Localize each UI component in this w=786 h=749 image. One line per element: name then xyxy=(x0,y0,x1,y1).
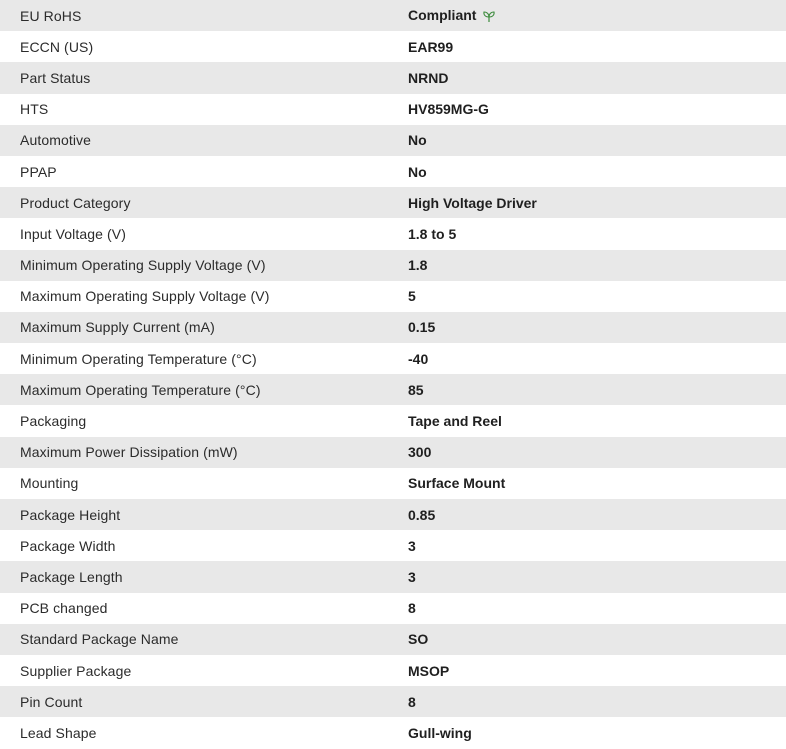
table-row xyxy=(0,655,786,686)
table-row xyxy=(0,499,786,530)
attribute-label: Mounting xyxy=(20,475,79,492)
attribute-label: PCB changed xyxy=(20,600,108,617)
attribute-label: Input Voltage (V) xyxy=(20,225,126,242)
attribute-label: HTS xyxy=(20,101,49,118)
attribute-label: Product Category xyxy=(20,194,131,211)
table-row xyxy=(0,156,786,187)
attribute-value-text: 0.85 xyxy=(408,506,436,523)
table-row xyxy=(0,125,786,156)
attribute-value xyxy=(408,717,786,748)
attribute-label: Package Height xyxy=(20,506,121,523)
attribute-value-text: Tape and Reel xyxy=(408,413,502,430)
table-row xyxy=(0,31,786,62)
attribute-value xyxy=(408,94,786,125)
attribute-value-text: 8 xyxy=(408,600,416,617)
attribute-value-text: 3 xyxy=(408,568,416,585)
table-row xyxy=(0,312,786,343)
table-row xyxy=(0,593,786,624)
attribute-label: Maximum Operating Supply Voltage (V) xyxy=(20,288,270,305)
attribute-value-text: HV859MG-G xyxy=(408,101,489,118)
table-row xyxy=(0,624,786,655)
attribute-value xyxy=(408,624,786,655)
table-row xyxy=(0,343,786,374)
attribute-value xyxy=(408,31,786,62)
attribute-value-text: -40 xyxy=(408,350,429,367)
attribute-value xyxy=(408,499,786,530)
attribute-value-text: 3 xyxy=(408,537,416,554)
table-row xyxy=(0,218,786,249)
attribute-label: Supplier Package xyxy=(20,662,132,679)
attribute-value-text: EAR99 xyxy=(408,38,454,55)
attribute-label: Minimum Operating Supply Voltage (V) xyxy=(20,257,266,274)
table-row xyxy=(0,405,786,436)
attribute-label: Pin Count xyxy=(20,693,83,710)
table-row xyxy=(0,717,786,748)
attribute-value xyxy=(408,0,786,31)
attribute-value xyxy=(408,593,786,624)
table-row xyxy=(0,686,786,717)
attribute-value xyxy=(408,343,786,374)
attribute-value xyxy=(408,405,786,436)
table-row xyxy=(0,281,786,312)
table-row xyxy=(0,530,786,561)
attribute-value xyxy=(408,530,786,561)
attribute-value xyxy=(408,437,786,468)
attribute-label: ECCN (US) xyxy=(20,38,94,55)
attribute-value xyxy=(408,655,786,686)
table-row xyxy=(0,468,786,499)
table-row xyxy=(0,561,786,592)
attribute-value-text: 300 xyxy=(408,444,432,461)
attribute-value xyxy=(408,250,786,281)
attribute-label: Lead Shape xyxy=(20,724,97,741)
attribute-value xyxy=(408,218,786,249)
table-row xyxy=(0,94,786,125)
attribute-label: Packaging xyxy=(20,413,87,430)
attribute-label: Maximum Supply Current (mA) xyxy=(20,319,215,336)
table-row xyxy=(0,437,786,468)
attribute-value xyxy=(408,156,786,187)
attribute-label: Part Status xyxy=(20,69,91,86)
attribute-value-text: 8 xyxy=(408,693,416,710)
leaf-icon xyxy=(482,10,496,24)
attribute-value-text: Gull-wing xyxy=(408,724,472,741)
attribute-value-text: Surface Mount xyxy=(408,475,506,492)
attribute-value-text: 85 xyxy=(408,381,424,398)
table-row xyxy=(0,187,786,218)
attribute-value xyxy=(408,281,786,312)
table-row xyxy=(0,250,786,281)
attribute-value xyxy=(408,561,786,592)
attribute-value-text: MSOP xyxy=(408,662,450,679)
table-row xyxy=(0,0,786,31)
attribute-label: Package Length xyxy=(20,568,123,585)
attribute-value-text: Compliant xyxy=(408,7,477,24)
attribute-value-text: 1.8 xyxy=(408,257,428,274)
attribute-value-text: No xyxy=(408,132,427,149)
attribute-label: Minimum Operating Temperature (°C) xyxy=(20,350,257,367)
attribute-value xyxy=(408,125,786,156)
attribute-value-text: NRND xyxy=(408,69,449,86)
table-row xyxy=(0,374,786,405)
attribute-label: Maximum Power Dissipation (mW) xyxy=(20,444,238,461)
attribute-label: PPAP xyxy=(20,163,57,180)
attribute-label: Standard Package Name xyxy=(20,631,179,648)
attribute-value-text: High Voltage Driver xyxy=(408,194,537,211)
attribute-value xyxy=(408,686,786,717)
attribute-label: Automotive xyxy=(20,132,92,149)
attribute-value xyxy=(408,187,786,218)
attribute-value xyxy=(408,312,786,343)
attribute-value-text: 1.8 to 5 xyxy=(408,225,457,242)
attribute-label: Package Width xyxy=(20,537,116,554)
attribute-label: EU RoHS xyxy=(20,7,82,24)
attribute-label: Maximum Operating Temperature (°C) xyxy=(20,381,261,398)
attribute-value-text: SO xyxy=(408,631,429,648)
attribute-value xyxy=(408,374,786,405)
attribute-value xyxy=(408,468,786,499)
attribute-value-text: 0.15 xyxy=(408,319,436,336)
attribute-value-text: No xyxy=(408,163,427,180)
table-row xyxy=(0,62,786,93)
attribute-value-text: 5 xyxy=(408,288,416,305)
attribute-value xyxy=(408,62,786,93)
